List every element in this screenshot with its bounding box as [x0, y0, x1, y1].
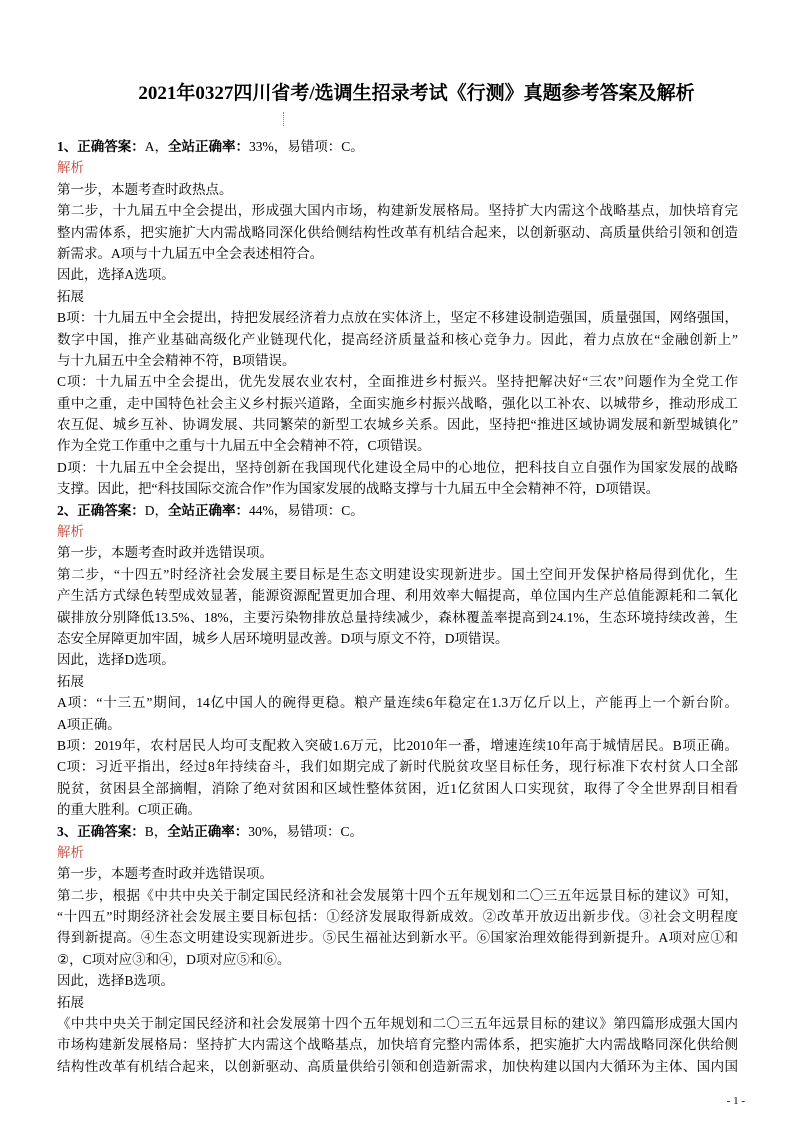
- extension-line: D项：十九届五中全会提出，坚持创新在我国现代化建设全局中的心地位，把科技自立自强作为国家发展的战略: [57, 459, 738, 475]
- extension-line: 结构性改革有机结合起来，以创新驱动、高质量供给引领和创造新需求，加快构建以国内大循环为主体、国内国: [57, 1058, 738, 1074]
- extension-line: C项：习近平指出，经过8年持续奋斗，我们如期完成了新时代脱贫攻坚目标任务，现行标准下农村贫人口全部: [57, 759, 738, 775]
- analysis-line: “十四五”时期经济社会发展主要目标包括：①经济发展取得新成效。②改革开放迈出新步伐。③社会文明程度: [57, 909, 738, 925]
- document-title: 2021年0327四川省考/选调生招录考试《行测》真题参考答案及解析: [138, 83, 695, 104]
- question-1-header: [57, 136, 738, 157]
- extension-option-c: [57, 371, 738, 457]
- comma: ，: [154, 502, 168, 518]
- analysis-step-1: [57, 542, 738, 563]
- extension-option-b: [57, 735, 738, 756]
- extension-label: 拓展: [57, 994, 84, 1010]
- extension-line: 数字中国，推产业基础高级化产业链现代化，提高经济质量益和核心竞争力。因此，着力点放在“金融创新上”: [57, 331, 738, 347]
- analysis-line: 第一步，本题考查时政热点。: [57, 181, 233, 197]
- extension-line: 市场构建新发展格局：坚持扩大内需这个战略基点，加快培育完整内需体系，把实施扩大内需战略同深化供给侧: [57, 1037, 738, 1053]
- page-number: - 1 -: [726, 1095, 745, 1107]
- correct-answer: D: [144, 502, 155, 518]
- analysis-line: 第二步，十九届五中全会提出，形成强大国内市场，构建新发展格局。坚持扩大内需这个战略基点，加快培育完: [57, 203, 738, 219]
- analysis-line: 第一步，本题考查时政并选错误项。: [57, 545, 273, 561]
- comma: ，: [154, 139, 168, 154]
- analysis-line: 得到新提高。④生态文明建设实现新进步。⑤民生福祉达到新水平。⑥国家治理效能得到新提升。A项对应①和: [57, 930, 738, 946]
- extension-line: B项：十九届五中全会提出，持把发展经济着力点放在实体济上，坚定不移建设制造强国，质量强国，网络强国，: [57, 310, 738, 326]
- answer-label: 3、正确答案：: [57, 823, 145, 839]
- analysis-label: 解析: [57, 160, 84, 176]
- correct-rate: 30%: [248, 823, 274, 839]
- comma: ，: [273, 502, 288, 518]
- extension-label: 拓展: [57, 673, 84, 689]
- conclusion: 因此，选择A选项。: [57, 267, 175, 283]
- analysis-label: 解析: [57, 844, 84, 860]
- analysis-line: 碳排放分别降低13.5%、18%，主要污染物排放总量持续减少，森林覆盖率提高到24.1%，生态环境持续改善，生: [57, 609, 738, 625]
- answer-label: 2、正确答案：: [57, 502, 145, 518]
- analysis-step-2: [57, 564, 738, 650]
- extension-option-c: [57, 756, 738, 820]
- analysis-line: ②，C项对应③和④，D项对应⑤和⑥。: [57, 951, 291, 967]
- analysis-step-2: [57, 885, 738, 971]
- extension-line: 作为全党工作重中之重与十九届五中全会精神不符，C项错误。: [57, 438, 431, 454]
- period: 。: [350, 139, 364, 154]
- analysis-label: 解析: [57, 524, 84, 540]
- period: 。: [350, 502, 364, 518]
- correct-rate: 44%: [249, 502, 274, 518]
- analysis-line: 新需求。A项与十九届五中全会表述相符合。: [57, 245, 324, 261]
- conclusion: 因此，选择B选项。: [57, 973, 175, 989]
- extension-option-b: [57, 307, 738, 371]
- extension-line: B项：2019年，农村居民人均可支配救入突破1.6万元，比2010年一番，增速连续10年高于城情居民。B项正确。: [57, 737, 738, 753]
- analysis-line: 第二步，根据《中共中央关于制定国民经济和社会发展第十四个五年规划和二〇三五年远景目标的建议》可知，: [57, 887, 738, 903]
- analysis-step-1: [57, 863, 738, 884]
- error-prone-option: C: [340, 823, 350, 839]
- question-2: [57, 500, 738, 821]
- comma: ，: [153, 823, 168, 839]
- cursor-mark: [283, 112, 284, 126]
- extension-line: A项：“十三五”期间，14亿中国人的碗得更稳。粮产量连续6年稳定在1.3万亿斤以上，产能再上一个新台阶。: [57, 695, 738, 711]
- extension-line: 农互促、城乡互补、协调发展、共同繁荣的新型工农城乡关系。因此，坚持把“推进区域协调发展和新型城镇化”: [57, 417, 738, 433]
- error-prone-option: C: [341, 139, 351, 154]
- conclusion: 因此，选择D选项。: [57, 652, 175, 668]
- extension-line: 重中之重，走中国特色社会主义乡村振兴道路，全面实施乡村振兴战略，强化以工补农、以城带乡，推动形成工: [57, 395, 738, 411]
- question-2-header: [57, 500, 738, 521]
- error-prone-label: 易错项：: [287, 139, 342, 154]
- correct-rate: 33%: [249, 139, 274, 154]
- question-1: [57, 136, 738, 500]
- analysis-line: 整内需体系，把实施扩大内需战略同深化供给侧结构性改革有机结合起来，以创新驱动、高质量供给引领和创造: [57, 224, 738, 240]
- period: 。: [349, 823, 364, 839]
- extension-line: C项：十九届五中全会提出，优先发展农业农村，全面推进乡村振兴。坚持把解决好“三农”问题作为全党工作: [57, 374, 738, 390]
- extension-line: 脱贫，贫困县全部摘帽，消除了绝对贫困和区域性整体贫困，近1亿贫困人口实现贫，取得了令全世界刮目相看: [57, 780, 738, 796]
- answer-label: 1、正确答案：: [57, 139, 145, 154]
- analysis-step-2: [57, 200, 738, 264]
- analysis-line: 第一步，本题考查时政并选错误项。: [57, 866, 273, 882]
- comma: ，: [273, 139, 288, 154]
- analysis-step-1: [57, 179, 738, 200]
- extension-option-d: [57, 457, 738, 500]
- analysis-line: 产生活方式绿色转型成效显著，能源资源配置更加合理、利用效率大幅提高，单位国内生产总值能源耗和二氧化: [57, 588, 738, 604]
- correct-answer: B: [144, 823, 154, 839]
- extension-line: 《中共中央关于制定国民经济和社会发展第十四个五年规划和二〇三五年远景目标的建议》第四篇形成强大国内: [57, 1016, 738, 1032]
- extension-option-a: [57, 692, 738, 735]
- extension-label: 拓展: [57, 288, 84, 304]
- error-prone-option: C: [341, 502, 351, 518]
- extension-line: 的重大胜利。C项正确。: [57, 802, 202, 818]
- comma: ，: [273, 823, 287, 839]
- analysis-line: 态安全屏障更加牢固，城乡人居环境明显改善。D项与原文不符，D项错误。: [57, 630, 509, 646]
- question-3: [57, 821, 738, 1078]
- extension-line: 支撑。因此，把“科技国际交流合作”作为国家发展的战略支撑与十九届五中全会精神不符，D项错误。: [57, 481, 660, 497]
- analysis-line: 第二步，“十四五”时经济社会发展主要目标是生态文明建设实现新进步。国土空间开发保护格局得到优化，生: [57, 566, 738, 582]
- error-prone-label: 易错项：: [286, 823, 341, 839]
- error-prone-label: 易错项：: [287, 502, 342, 518]
- correct-rate-label: 全站正确率：: [167, 823, 249, 839]
- question-3-header: [57, 821, 738, 842]
- document-body: [57, 136, 738, 1077]
- extension-line: A项正确。: [57, 716, 121, 732]
- extension-paragraph: [57, 1013, 738, 1077]
- correct-rate-label: 全站正确率：: [168, 139, 249, 154]
- correct-answer: A: [144, 139, 155, 154]
- extension-line: 与十九届五中全会精神不符，B项错误。: [57, 352, 296, 368]
- correct-rate-label: 全站正确率：: [168, 502, 249, 518]
